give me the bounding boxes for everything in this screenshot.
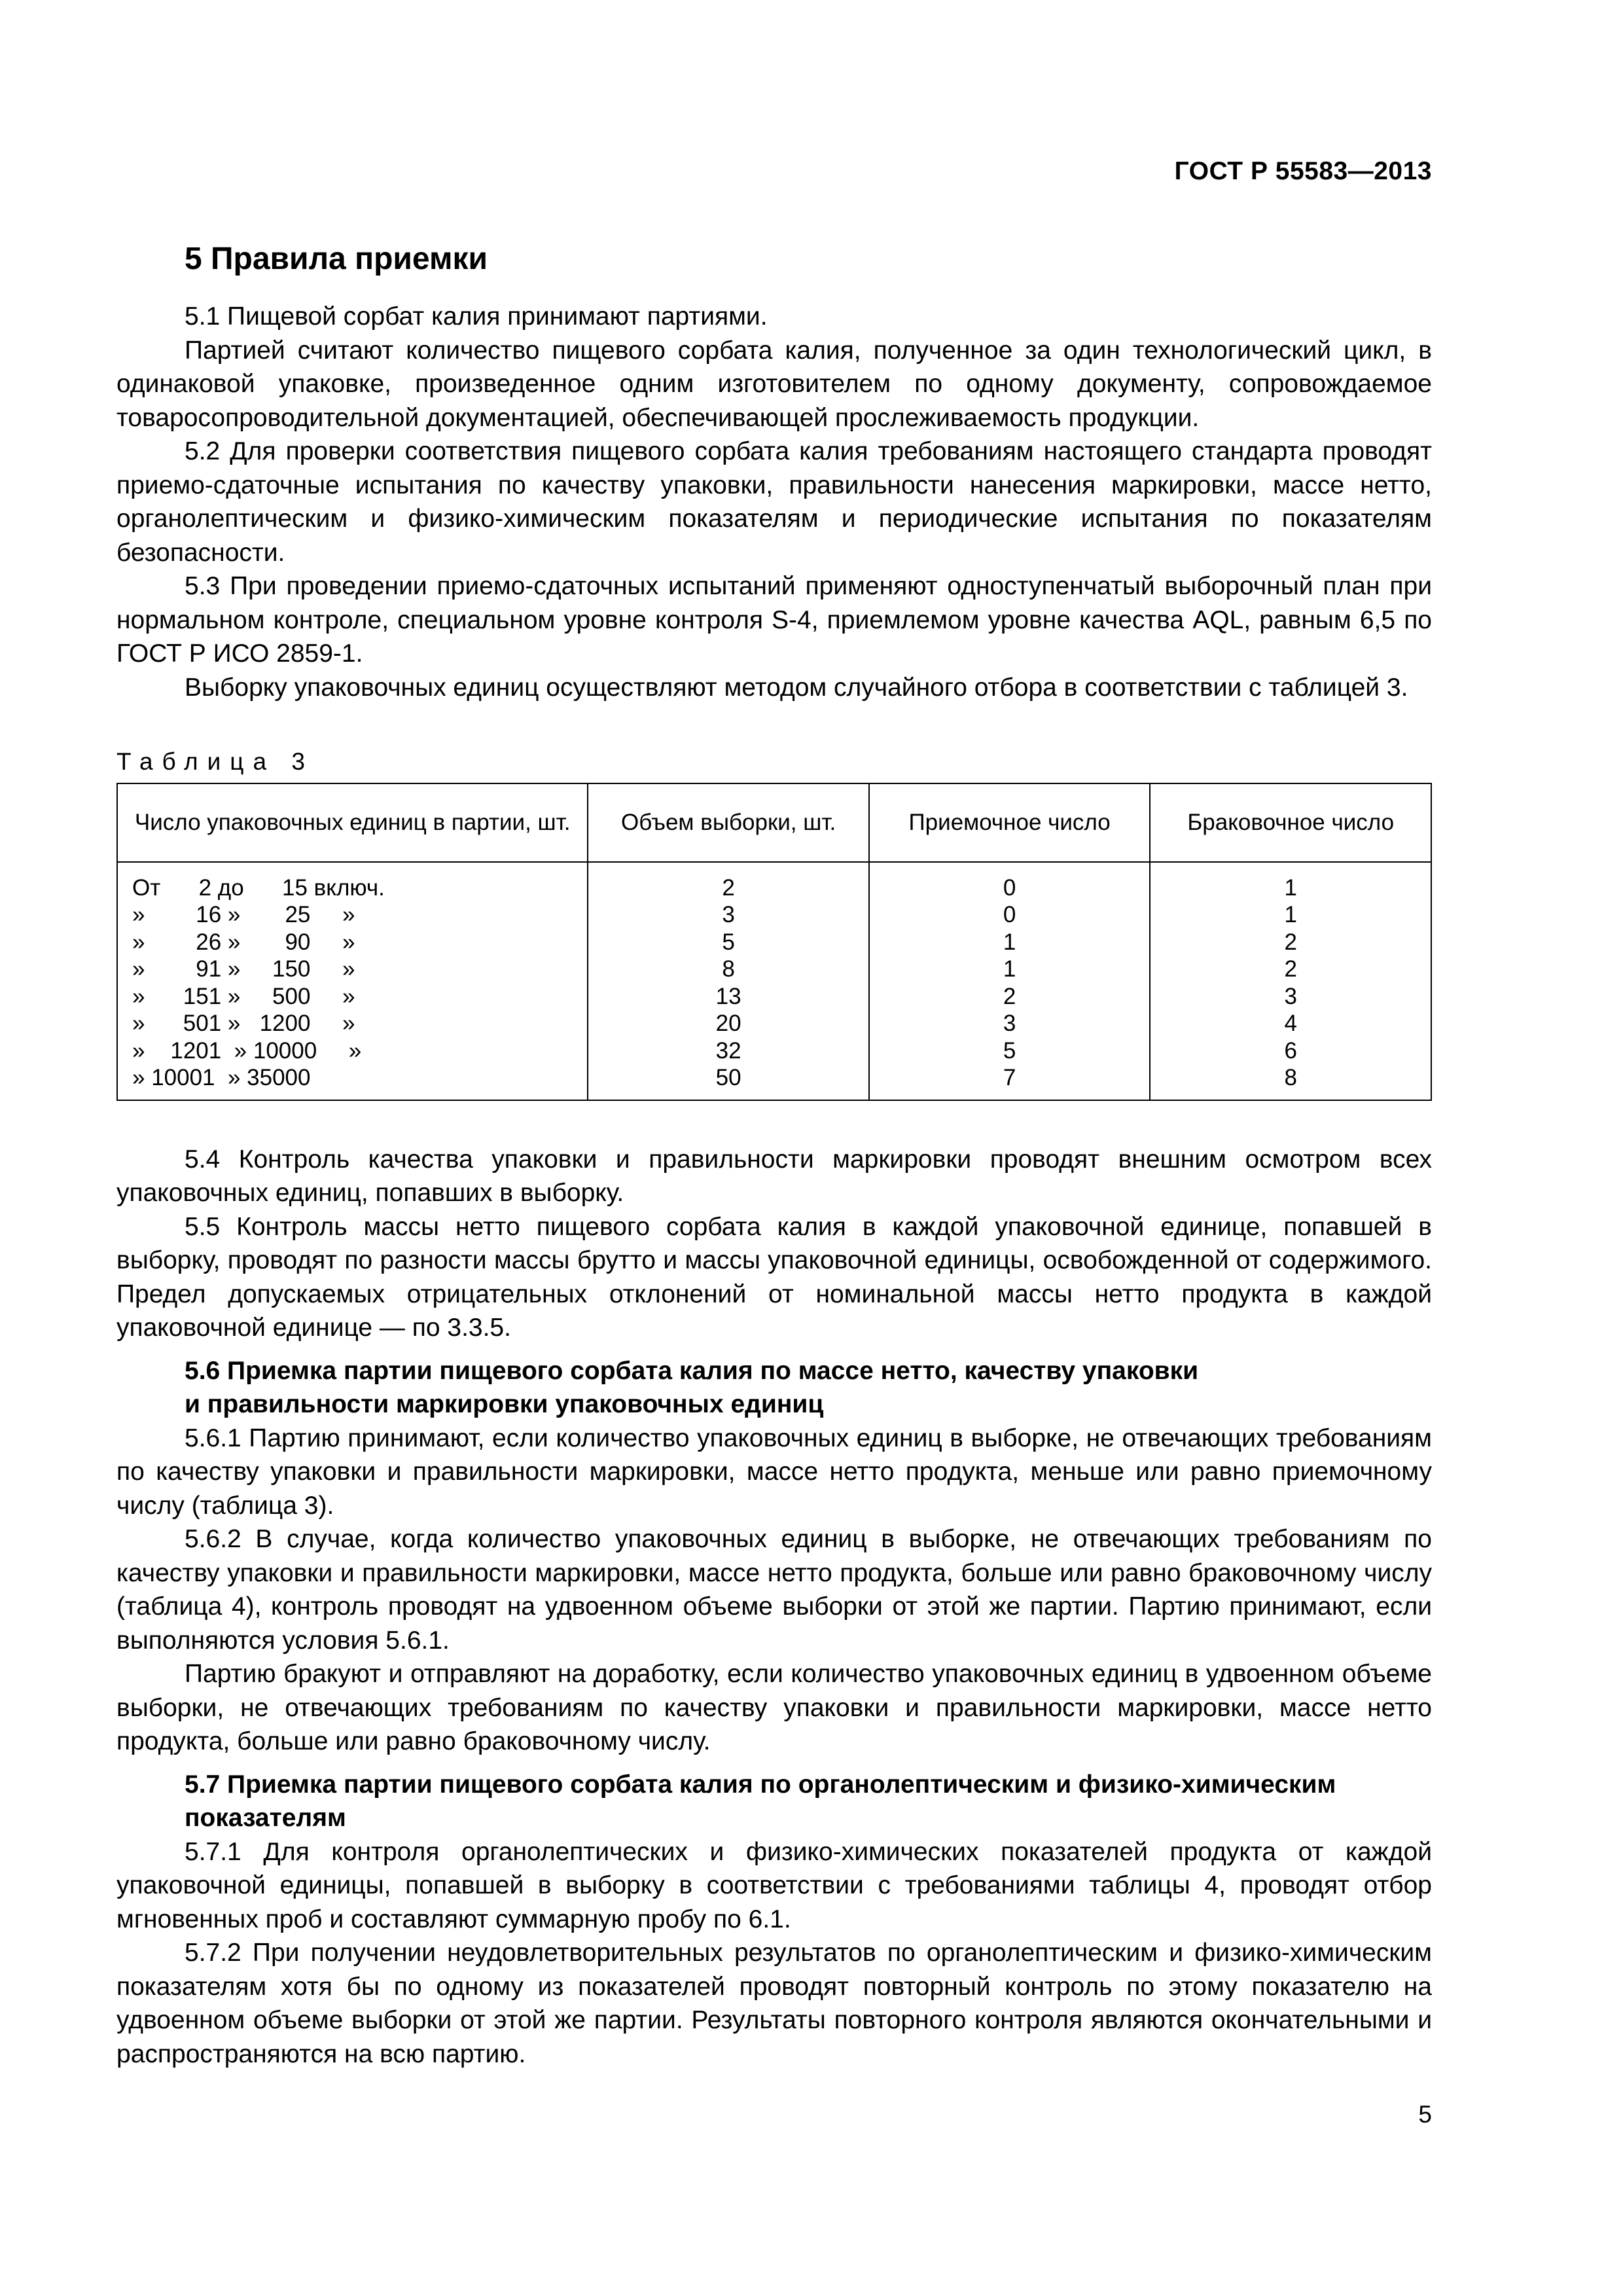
header-lot-size: Число упаковочных единиц в партии, шт. (117, 783, 588, 862)
paragraph-sampling: Выборку упаковочных единиц осуществляют методом случайного отбора в соответствии с таблицей 3. (185, 673, 1408, 702)
acceptance-number-cell: 1 (1003, 929, 1016, 955)
paragraph-5-7-1: 5.7.1 Для контроля органолептических и физико-химических показателей продукта от каждой упаковочной единицы, попавшей в выборку в соответствии с требованиями таблицы 4, проводят отбор мгновенных проб и составляют суммарную пробу по 6.1. (116, 1837, 1432, 1933)
rejection-number-cell: 2 (1284, 929, 1297, 955)
acceptance-number-column (869, 862, 1150, 1100)
rejection-number-cell: 8 (1284, 1065, 1297, 1090)
lot-size-cell: От 2 до 15 включ. (132, 874, 385, 901)
lot-size-cell: » 26 » 90 » (132, 929, 355, 955)
rejection-number-cell: 4 (1284, 1011, 1297, 1036)
paragraph-5-3: 5.3 При проведении приемо-сдаточных испытаний применяют одноступенчатый выборочный план при нормальном контроле, специальном уровне контроля S-4, приемлемом уровне качества AQL, равным 6,5 по ГОСТ Р ИСО 2859-1. (116, 572, 1432, 668)
heading-5-6-line-1: 5.6 Приемка партии пищевого сорбата калия по массе нетто, качеству упаковки (185, 1356, 1199, 1385)
table-caption: Таблица 3 (116, 748, 314, 775)
lot-size-cell: » 501 » 1200 » (132, 1011, 355, 1036)
acceptance-number-cell: 7 (1003, 1065, 1016, 1090)
acceptance-number-cell: 3 (1003, 1011, 1016, 1036)
sections-after-table (116, 1143, 1432, 2072)
paragraph-5-1: 5.1 Пищевой сорбат калия принимают партиями. (185, 302, 768, 331)
acceptance-number-cell: 2 (1003, 983, 1016, 1009)
heading-5-6-line-2: и правильности маркировки упаковочных единиц (185, 1390, 824, 1418)
header-sample-size: Объем выборки, шт. (588, 783, 868, 862)
paragraph-batch-definition: Партией считают количество пищевого сорбата калия, полученное за один технологический цикл, в одинаковой упаковке, произведенное одним изготовителем по одному документу, сопровождаемое товаросопроводительной документацией, обеспечивающей прослеживаемость продукции. (116, 336, 1432, 432)
sample-size-cell: 50 (715, 1065, 741, 1090)
page-number: 5 (1418, 2101, 1432, 2128)
rejection-number-cell: 2 (1284, 956, 1297, 982)
heading-5-7 (116, 1768, 1432, 1835)
lot-size-cell: » 1201 » 10000 » (132, 1037, 362, 1064)
heading-5-6 (116, 1354, 1432, 1422)
heading-5-7-line-1: 5.7 Приемка партии пищевого сорбата калия по органолептическим и физико-химическим (185, 1770, 1336, 1799)
lot-size-cell: » 10001 » 35000 (132, 1065, 311, 1090)
rejection-number-cell: 1 (1284, 902, 1297, 927)
table-row (117, 862, 1431, 1100)
header-acceptance-number: Приемочное число (869, 783, 1150, 862)
lot-size-cell: » 91 » 150 » (132, 956, 355, 982)
rejection-number-column (1150, 862, 1431, 1100)
paragraph-5-6-1: 5.6.1 Партию принимают, если количество упаковочных единиц в выборке, не отвечающих требованиям по качеству упаковки и правильности маркировки, массе нетто продукта, меньше или равно приемочному числу (таблица 3). (116, 1424, 1432, 1520)
paragraph-5-5: 5.5 Контроль массы нетто пищевого сорбата калия в каждой упаковочной единице, попавшей в выборку, проводят по разности массы брутто и массы упаковочной единицы, освобожденной от содержимого. Предел допускаемых отрицательных отклонений от номинальной массы нетто продукта в каждой упаковочной единице — по 3.3.5. (116, 1212, 1432, 1342)
paragraph-5-4: 5.4 Контроль качества упаковки и правильности маркировки проводят внешним осмотром всех упаковочных единиц, попавших в выборку. (116, 1145, 1432, 1207)
sample-size-cell: 2 (722, 874, 735, 901)
rejection-number-cell: 1 (1284, 874, 1297, 901)
acceptance-number-cell: 5 (1003, 1037, 1016, 1064)
sample-size-cell: 13 (715, 983, 741, 1009)
lot-size-cell: » 151 » 500 » (132, 983, 355, 1009)
lot-size-column (117, 862, 588, 1100)
lot-size-cell: » 16 » 25 » (132, 902, 355, 927)
document-body (116, 300, 1432, 2071)
rejection-number-cell: 3 (1284, 983, 1297, 1009)
paragraph-5-6-2: 5.6.2 В случае, когда количество упаковочных единиц в выборке, не отвечающих требованиям по качеству упаковки и правильности маркировки, массе нетто продукта, больше или равно браковочному числу (таблица 4), контроль проводят на удвоенном объеме выборки от этой же партии. Партию принимают, если выполняются условия 5.6.1. (116, 1525, 1432, 1655)
header-rejection-number: Браковочное число (1150, 783, 1431, 862)
paragraph-reject-batch: Партию бракуют и отправляют на доработку, если количество упаковочных единиц в удвоенном объеме выборки, не отвечающих требованиям по качеству упаковки и правильности маркировки, массе нетто продукта, больше или равно браковочному числу. (116, 1660, 1432, 1755)
rejection-number-cell: 6 (1284, 1037, 1297, 1064)
section-title: 5 Правила приемки (185, 242, 488, 276)
document-code: ГОСТ Р 55583—2013 (1174, 157, 1432, 185)
sample-size-cell: 3 (722, 902, 735, 927)
sample-size-column (588, 862, 868, 1100)
table-header-row (117, 783, 1431, 862)
sampling-table (116, 783, 1432, 1101)
sample-size-cell: 20 (715, 1011, 741, 1036)
paragraph-5-7-2: 5.7.2 При получении неудовлетворительных результатов по органолептическим и физико-химическим показателям хотя бы по одному из показателей проводят повторный контроль по этому показателю на удвоенном объеме выборки от этой же партии. Результаты повторного контроля являются окончательными и распространяются на всю партию. (116, 1939, 1432, 2068)
sample-size-cell: 32 (715, 1037, 741, 1064)
heading-5-7-line-2: показателям (185, 1804, 346, 1832)
paragraph-5-2: 5.2 Для проверки соответствия пищевого сорбата калия требованиям настоящего стандарта проводят приемо-сдаточные испытания по качеству упаковки, правильности нанесения маркировки, массе нетто, органолептическим и физико-химическим показателям и периодические испытания по показателям безопасности. (116, 437, 1432, 567)
acceptance-number-cell: 0 (1003, 874, 1016, 901)
sample-size-cell: 5 (722, 929, 735, 955)
acceptance-number-cell: 1 (1003, 956, 1016, 982)
sample-size-cell: 8 (722, 956, 735, 982)
acceptance-number-cell: 0 (1003, 902, 1016, 927)
